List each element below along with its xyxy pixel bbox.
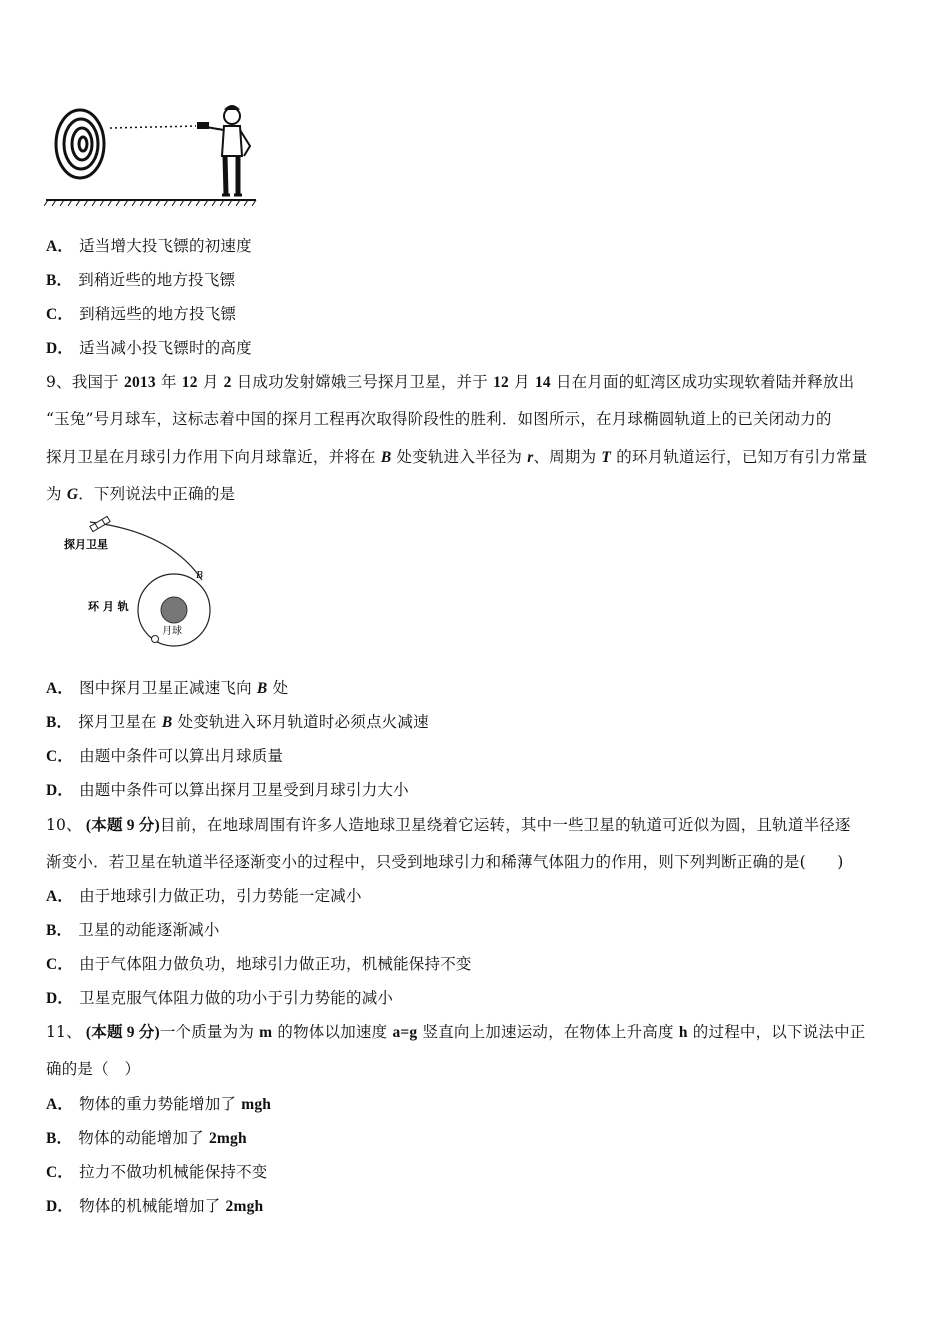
- q10-option-d: D． 卫星克服气体阻力做的功小于引力势能的减小: [46, 989, 394, 1007]
- q9-stem-line4: 为 G．下列说法中正确的是: [46, 485, 236, 503]
- q11-stem-line2: 确的是（ ）: [46, 1060, 141, 1078]
- q11-option-d: D． 物体的机械能增加了 2mgh: [46, 1197, 264, 1215]
- q9-option-a: A． 图中探月卫星正减速飞向 B 处: [46, 679, 289, 697]
- q10-option-c: C． 由于气体阻力做负功，地球引力做正功，机械能保持不变: [46, 955, 472, 973]
- q11-option-a: A． 物体的重力势能增加了 mgh: [46, 1095, 272, 1113]
- q9-stem-line2: “玉兔”号月球车，这标志着中国的探月工程再次取得阶段性的胜利．如图所示，在月球椭圆轨道上的已关闭动力的: [46, 410, 832, 428]
- q8-option-b: B． 到稍近些的地方投飞镖: [46, 271, 236, 289]
- q9-option-b: B． 探月卫星在 B 处变轨进入环月轨道时必须点火减速: [46, 713, 429, 731]
- q11-option-b: B． 物体的动能增加了 2mgh: [46, 1129, 247, 1147]
- moon-label: 月球: [162, 626, 182, 637]
- q10-option-a: A． 由于地球引力做正功，引力势能一定减小: [46, 887, 362, 905]
- thrower-icon: [198, 106, 250, 195]
- q9-stem-line3: 探月卫星在月球引力作用下向月球靠近，并将在 B 处变轨进入半径为 r、周期为 T 的环月轨道运行，已知万有引力常量: [46, 448, 868, 466]
- q11-stem-line1: 11、 (本题 9 分)一个质量为为 m 的物体以加速度 a=g 竖直向上加速运动，在物体上升高度 h 的过程中，以下说法中正: [46, 1023, 866, 1041]
- q8-option-c: C． 到稍远些的地方投飞镖: [46, 305, 237, 323]
- orbit-label: 环 月 轨: [88, 600, 129, 613]
- target-icon: [56, 110, 104, 178]
- lunar-orbit-figure: [60, 512, 230, 652]
- point-b-label: B: [196, 569, 203, 581]
- q11-option-c: C． 拉力不做功机械能保持不变: [46, 1163, 268, 1181]
- q9-stem-line1: 9、我国于 2013 年 12 月 2 日成功发射嫦娥三号探月卫星，并于 12 月 14 日在月面的虹湾区成功实现软着陆并释放出: [46, 373, 855, 391]
- dart-figure: [44, 96, 264, 208]
- q8-option-a: A． 适当增大投飞镖的初速度: [46, 237, 252, 255]
- moon-icon: [161, 597, 187, 623]
- q8-option-d: D． 适当减小投飞镖时的高度: [46, 339, 252, 357]
- q10-stem-line1: 10、 (本题 9 分)目前，在地球周围有许多人造地球卫星绕着它运转，其中一些卫星的轨道可近似为圆，且轨道半径逐: [46, 816, 851, 834]
- q9-option-d: D． 由题中条件可以算出探月卫星受到月球引力大小: [46, 781, 409, 799]
- satellite-label: 探月卫星: [64, 538, 108, 551]
- q9-option-c: C． 由题中条件可以算出月球质量: [46, 747, 284, 765]
- satellite-icon: [90, 516, 110, 531]
- q10-option-b: B． 卫星的动能逐渐减小: [46, 921, 220, 939]
- q10-stem-line2: 渐变小．若卫星在轨道半径逐渐变小的过程中，只受到地球引力和稀薄气体阻力的作用，则下列判断正确的是( ): [46, 853, 844, 871]
